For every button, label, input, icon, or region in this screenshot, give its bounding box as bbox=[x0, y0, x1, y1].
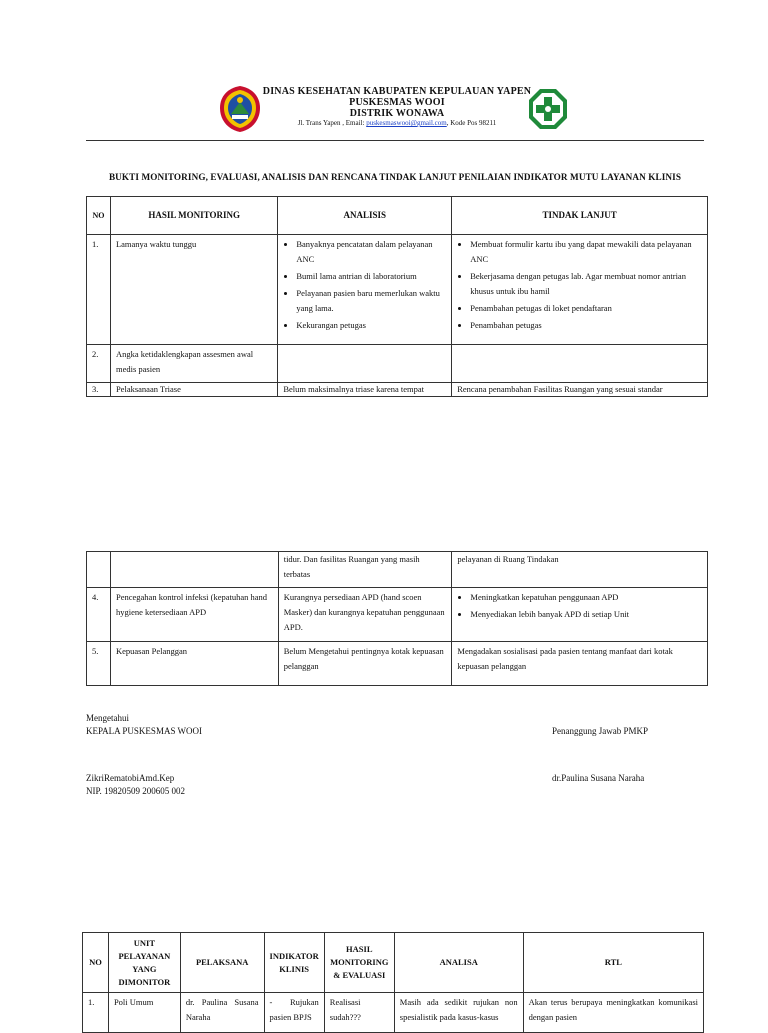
list-item: • Penambahan petugas di loket pendaftaran bbox=[470, 301, 702, 316]
row-hasil: Kepuasan Pelanggan bbox=[110, 642, 278, 686]
col-analisa: ANALISA bbox=[394, 933, 523, 993]
regency-logo bbox=[217, 84, 263, 134]
monitoring-table-1 bbox=[86, 196, 708, 397]
row-analisis bbox=[278, 345, 452, 383]
list-item: • Penambahan petugas bbox=[470, 318, 702, 333]
row-tindak-lanjut bbox=[452, 588, 708, 642]
row-tindak-lanjut: Mengadakan sosialisasi pada pasien tentang manfaat dari kotak kepuasan pelanggan bbox=[452, 642, 708, 686]
table-header-row bbox=[87, 197, 708, 235]
signatory-left-name: ZikriRematobiAmd.Kep bbox=[86, 773, 175, 783]
penanggung-jawab-label: Penanggung Jawab PMKP bbox=[552, 726, 648, 736]
table-row bbox=[87, 235, 708, 345]
col-hasil: HASIL MONITORING & EVALUASI bbox=[324, 933, 394, 993]
row-analisis: Belum Mengetahui pentingnya kotak kepuasan pelanggan bbox=[278, 642, 452, 686]
header-address: Jl. Trans Yapen , Email: puskesmaswooi@gmail.com, Kode Pos 98211 bbox=[297, 119, 497, 127]
header-divider bbox=[86, 140, 704, 141]
signatory-left-nip: NIP. 19820509 200605 002 bbox=[86, 786, 186, 796]
unit-monitoring-table bbox=[82, 932, 704, 1033]
email-link[interactable]: puskesmaswooi@gmail.com bbox=[366, 119, 447, 127]
list-item: • Menyediakan lebih banyak APD di setiap Unit bbox=[470, 607, 702, 622]
row-tindak-lanjut: Rencana penambahan Fasilitas Ruangan yang sesuai standar bbox=[452, 383, 708, 397]
col-analisis: ANALISIS bbox=[278, 197, 452, 235]
table-row bbox=[87, 642, 708, 686]
col-no: NO bbox=[87, 197, 111, 235]
table-row bbox=[87, 383, 708, 397]
mengetahui-label: Mengetahui bbox=[86, 713, 129, 723]
row-number: 4. bbox=[87, 588, 111, 642]
row-number: 3. bbox=[87, 383, 111, 397]
list-item: • Meningkatkan kepatuhan penggunaan APD bbox=[470, 590, 702, 605]
row-number: 1. bbox=[87, 235, 111, 345]
row-analisis: Kurangnya persediaan APD (hand scoen Masker) dan kurangnya kepatuhan penggunaan APD. bbox=[278, 588, 452, 642]
list-item: • Pelayanan pasien baru memerlukan waktu yang lama. bbox=[296, 286, 446, 316]
row-number: 2. bbox=[87, 345, 111, 383]
row-analisis: tidur. Dan fasilitas Ruangan yang masih terbatas bbox=[278, 552, 452, 588]
row-number: 5. bbox=[87, 642, 111, 686]
row-hasil: Angka ketidaklengkapan assesmen awal medis pasien bbox=[110, 345, 277, 383]
row-hasil bbox=[110, 552, 278, 588]
row-number: 1. bbox=[83, 993, 109, 1033]
row-analisis: Belum maksimalnya triase karena tempat bbox=[278, 383, 452, 397]
header-agency: DINAS KESEHATAN KABUPATEN KEPULAUAN YAPEN bbox=[262, 86, 532, 97]
table-row bbox=[83, 993, 704, 1033]
col-rtl: RTL bbox=[523, 933, 703, 993]
row-hasil: Pelaksanaan Triase bbox=[110, 383, 277, 397]
kepala-label: KEPALA PUSKESMAS WOOI bbox=[86, 726, 203, 736]
list-item: • Membuat formulir kartu ibu yang dapat mewakili data pelayanan ANC bbox=[470, 237, 702, 267]
header-puskesmas: PUSKESMAS WOOI bbox=[349, 97, 445, 108]
row-tindak-lanjut: pelayanan di Ruang Tindakan bbox=[452, 552, 708, 588]
signatory-right-name: dr.Paulina Susana Naraha bbox=[552, 773, 645, 783]
row-hasil: Pencegahan kontrol infeksi (kepatuhan hand hygiene ketersediaan APD bbox=[110, 588, 278, 642]
col-tindak-lanjut: TINDAK LANJUT bbox=[452, 197, 708, 235]
row-unit: Poli Umum bbox=[108, 993, 180, 1033]
list-item: • Bekerjasama dengan petugas lab. Agar membuat nomor antrian khusus untuk ibu hamil bbox=[470, 269, 702, 299]
col-unit: UNIT PELAYANAN YANG DIMONITOR bbox=[108, 933, 180, 993]
col-no: NO bbox=[83, 933, 109, 993]
row-rtl: Akan terus berupaya meningkatkan komunikasi dengan pasien bbox=[523, 993, 703, 1033]
document-title: BUKTI MONITORING, EVALUASI, ANALISIS DAN RENCANA TINDAK LANJUT PENILAIAN INDIKATOR MUTU LAYANAN KLINIS bbox=[108, 172, 682, 182]
row-analisa: Masih ada sedikit rujukan non spesialistik pada kasus-kasus bbox=[394, 993, 523, 1033]
table-header-row bbox=[83, 933, 704, 993]
row-indikator: - Rujukan pasien BPJS bbox=[264, 993, 324, 1033]
col-pelaksana: PELAKSANA bbox=[180, 933, 264, 993]
row-tindak-lanjut bbox=[452, 235, 708, 345]
list-item: • Bumil lama antrian di laboratorium bbox=[296, 269, 446, 284]
row-number bbox=[87, 552, 111, 588]
col-hasil-monitoring: HASIL MONITORING bbox=[110, 197, 277, 235]
row-hasil: Lamanya waktu tunggu bbox=[110, 235, 277, 345]
row-tindak-lanjut bbox=[452, 345, 708, 383]
table-row bbox=[87, 552, 708, 588]
table-row bbox=[87, 588, 708, 642]
list-item: • Kekurangan petugas bbox=[296, 318, 446, 333]
monitoring-table-2 bbox=[86, 551, 708, 686]
table-row bbox=[87, 345, 708, 383]
list-item: • Banyaknya pencatatan dalam pelayanan ANC bbox=[296, 237, 446, 267]
row-pelaksana: dr. Paulina Susana Naraha bbox=[180, 993, 264, 1033]
header-district: DISTRIK WONAWA bbox=[349, 108, 445, 119]
row-analisis bbox=[278, 235, 452, 345]
col-indikator: INDIKATOR KLINIS bbox=[264, 933, 324, 993]
row-hasil: Realisasi sudah??? bbox=[324, 993, 394, 1033]
puskesmas-logo bbox=[528, 88, 568, 130]
